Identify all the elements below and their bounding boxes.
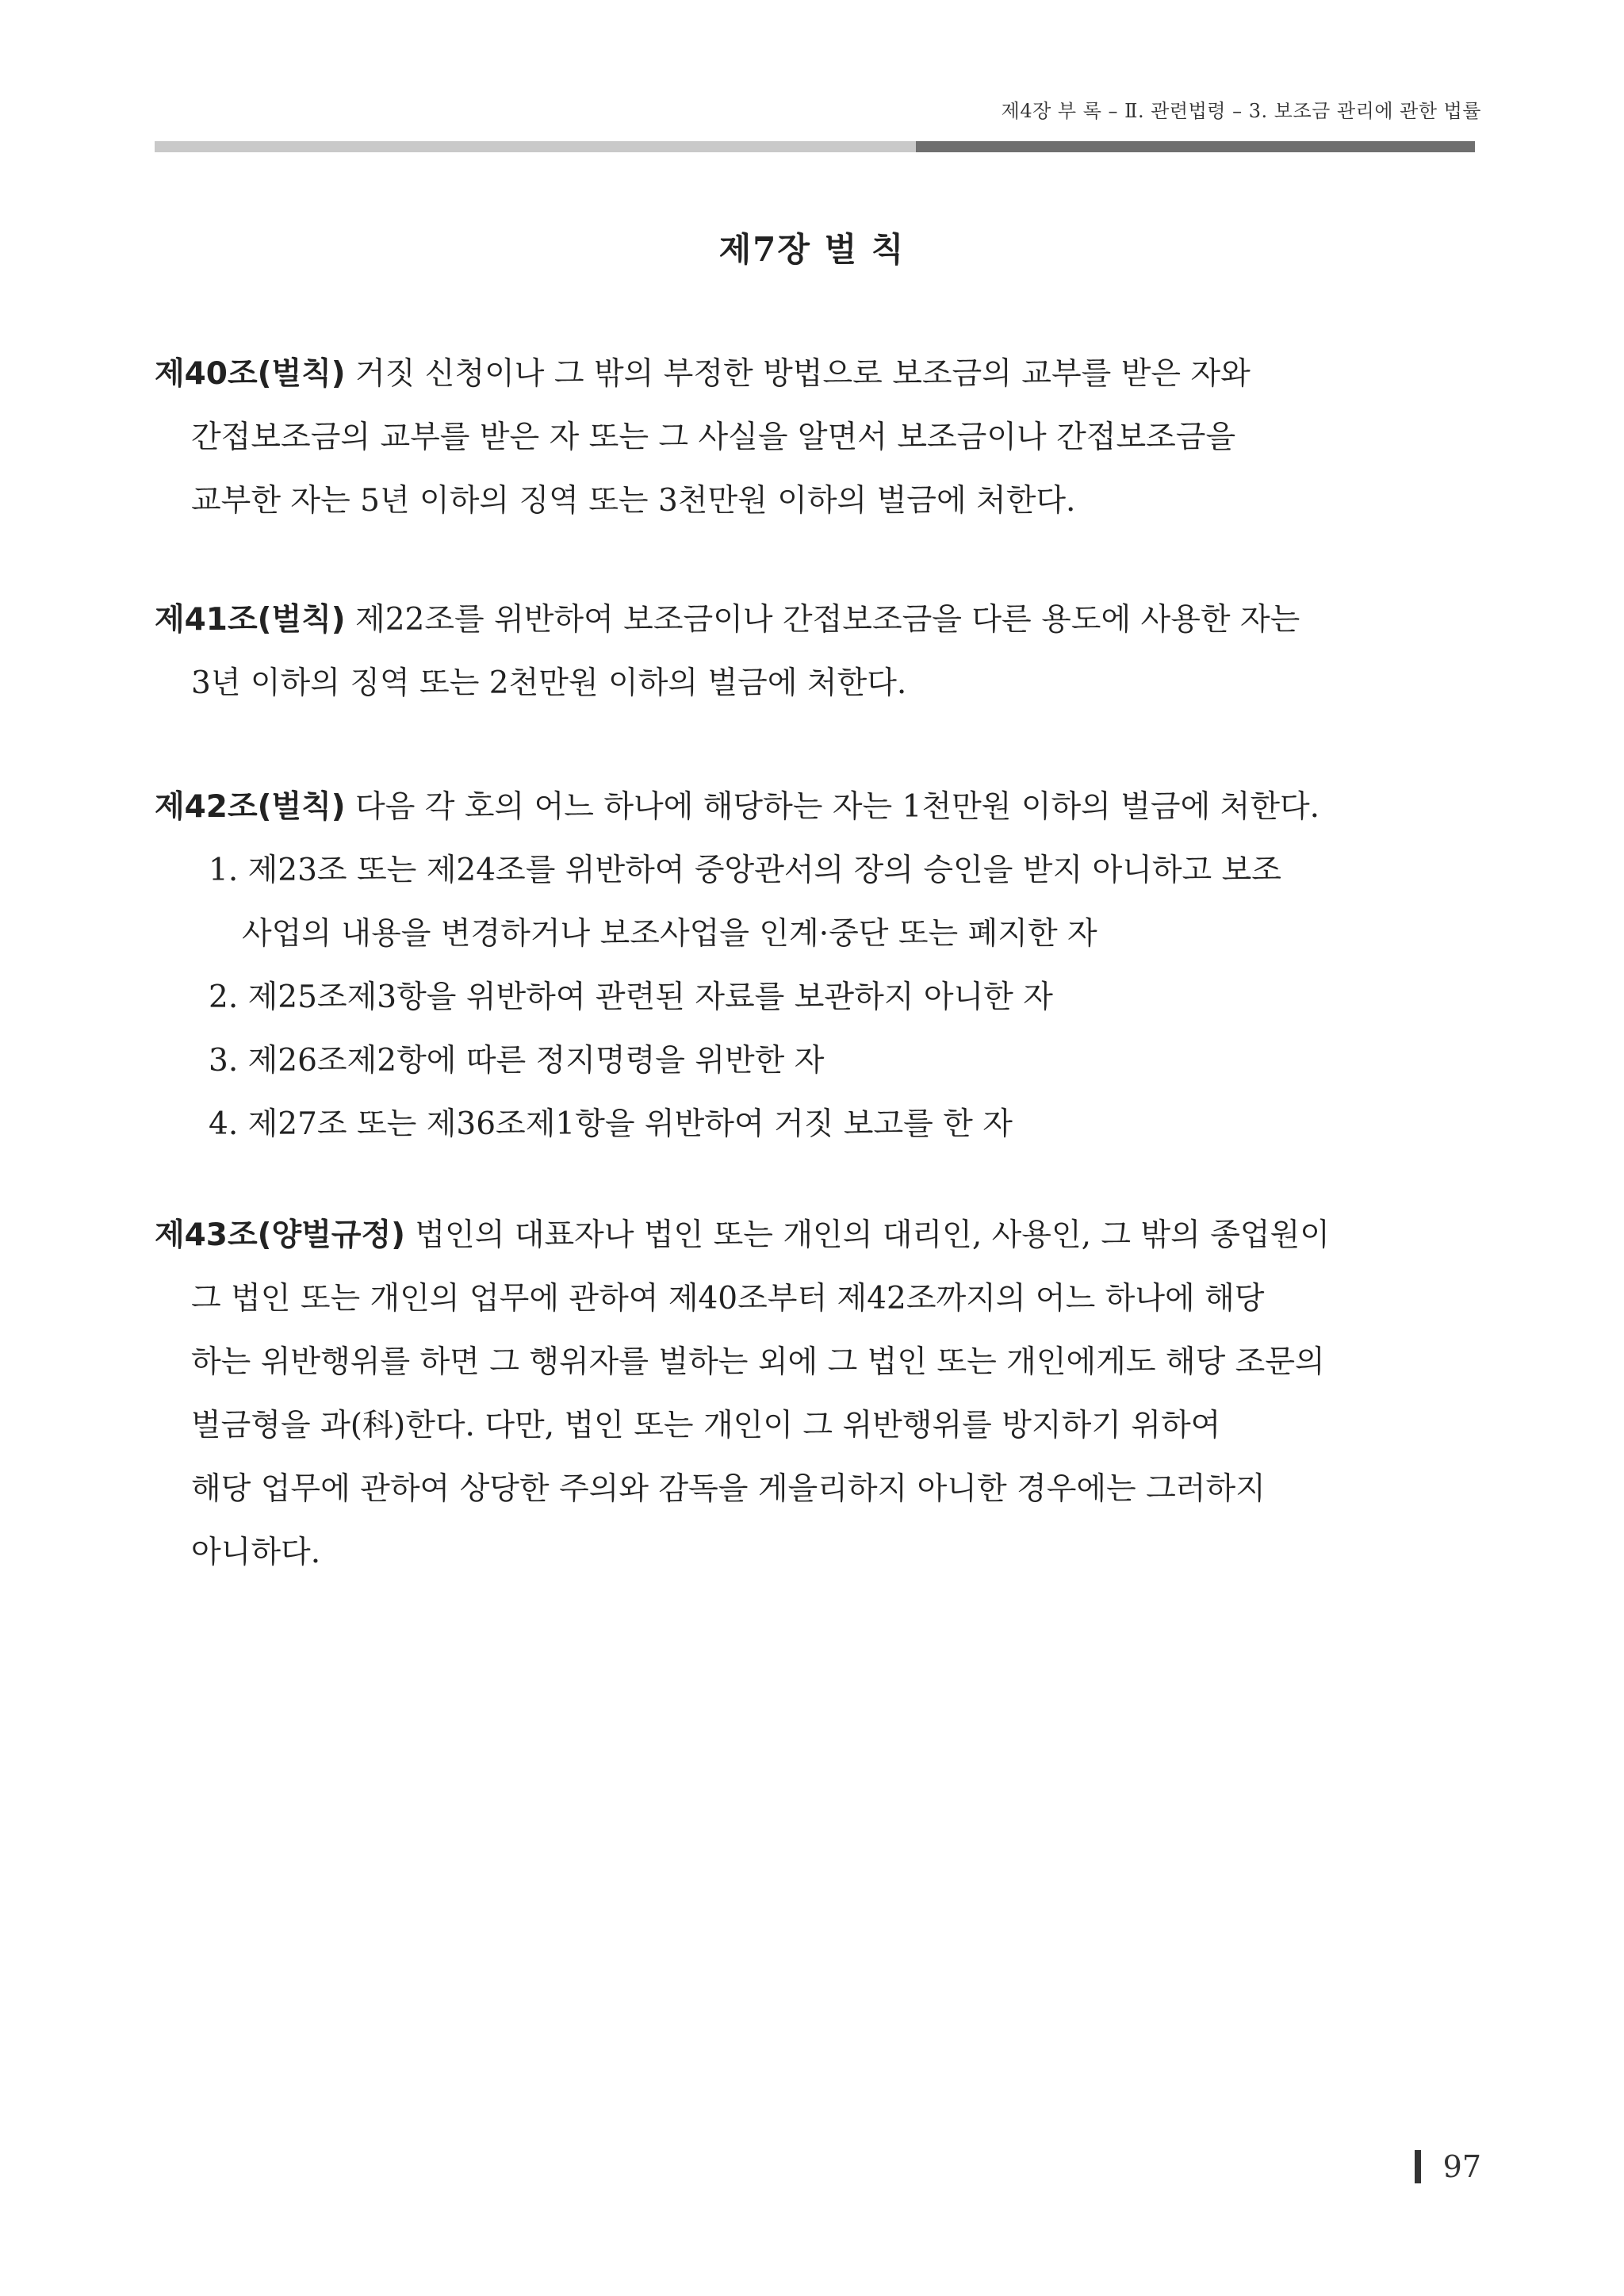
running-head: 제4장 부 록 – Ⅱ. 관련법령 – 3. 보조금 관리에 관한 법률 — [1001, 100, 1481, 122]
article-40-heading: 제40조(벌칙) — [155, 356, 346, 392]
header-rule-dark — [916, 141, 1475, 152]
article-40-text-3: 교부한 자는 5년 이하의 징역 또는 3천만원 이하의 벌금에 처한다. — [191, 483, 1076, 519]
article-42-text-1: 다음 각 호의 어느 하나에 해당하는 자는 1천만원 이하의 벌금에 처한다. — [355, 789, 1320, 825]
article-43-text-6: 아니하다. — [191, 1535, 321, 1570]
article-43-text-4: 벌금형을 과(科)한다. 다만, 법인 또는 개인이 그 위반행위를 방지하기 위하여 — [191, 1408, 1221, 1443]
article-43 — [155, 1204, 1475, 1585]
page-number — [1415, 2149, 1481, 2184]
article-40 — [155, 343, 1475, 533]
article-43-first-line — [155, 1204, 1475, 1267]
article-42-item-1: 1. 제23조 또는 제24조를 위반하여 중앙관서의 장의 승인을 받지 아니하고 보조 — [209, 853, 1281, 888]
article-43-text-5: 해당 업무에 관하여 상당한 주의와 감독을 게을리하지 아니한 경우에는 그러하지 — [191, 1471, 1266, 1507]
article-42 — [155, 776, 1475, 1156]
article-40-text-2: 간접보조금의 교부를 받은 자 또는 그 사실을 알면서 보조금이나 간접보조금을 — [191, 420, 1236, 455]
article-41-text-2: 3년 이하의 징역 또는 2천만원 이하의 벌금에 처한다. — [191, 665, 907, 701]
article-40-text-1: 거짓 신청이나 그 밖의 부정한 방법으로 보조금의 교부를 받은 자와 — [355, 356, 1251, 392]
article-42-first-line — [155, 776, 1475, 839]
article-42-item-2: 2. 제25조제3항을 위반하여 관련된 자료를 보관하지 아니한 자 — [209, 979, 1053, 1015]
article-41-first-line — [155, 588, 1475, 652]
article-40-first-line — [155, 343, 1475, 406]
page-number-text: 97 — [1442, 2149, 1481, 2184]
article-41-heading: 제41조(벌칙) — [155, 602, 346, 638]
article-42-heading: 제42조(벌칙) — [155, 789, 346, 825]
article-41-text-1: 제22조를 위반하여 보조금이나 간접보조금을 다른 용도에 사용한 자는 — [355, 602, 1300, 638]
article-42-item-4: 4. 제27조 또는 제36조제1항을 위반하여 거짓 보고를 한 자 — [209, 1106, 1013, 1142]
header-rule — [155, 141, 1475, 152]
article-43-heading: 제43조(양벌규정) — [155, 1217, 405, 1253]
article-43-text-3: 하는 위반행위를 하면 그 행위자를 벌하는 외에 그 법인 또는 개인에게도 해당 조문의 — [191, 1344, 1325, 1380]
article-43-text-1: 법인의 대표자나 법인 또는 개인의 대리인, 사용인, 그 밖의 종업원이 — [415, 1217, 1330, 1253]
article-41 — [155, 588, 1475, 715]
article-42-item-1-continued: 사업의 내용을 변경하거나 보조사업을 인계·중단 또는 폐지한 자 — [242, 916, 1097, 952]
article-42-item-3: 3. 제26조제2항에 따른 정지명령을 위반한 자 — [209, 1043, 825, 1079]
article-43-text-2: 그 법인 또는 개인의 업무에 관하여 제40조부터 제42조까지의 어느 하나에 해당 — [191, 1281, 1265, 1317]
page-number-marker — [1415, 2150, 1421, 2183]
header-rule-light — [155, 141, 916, 152]
chapter-title: 제7장 벌 칙 — [718, 230, 906, 269]
